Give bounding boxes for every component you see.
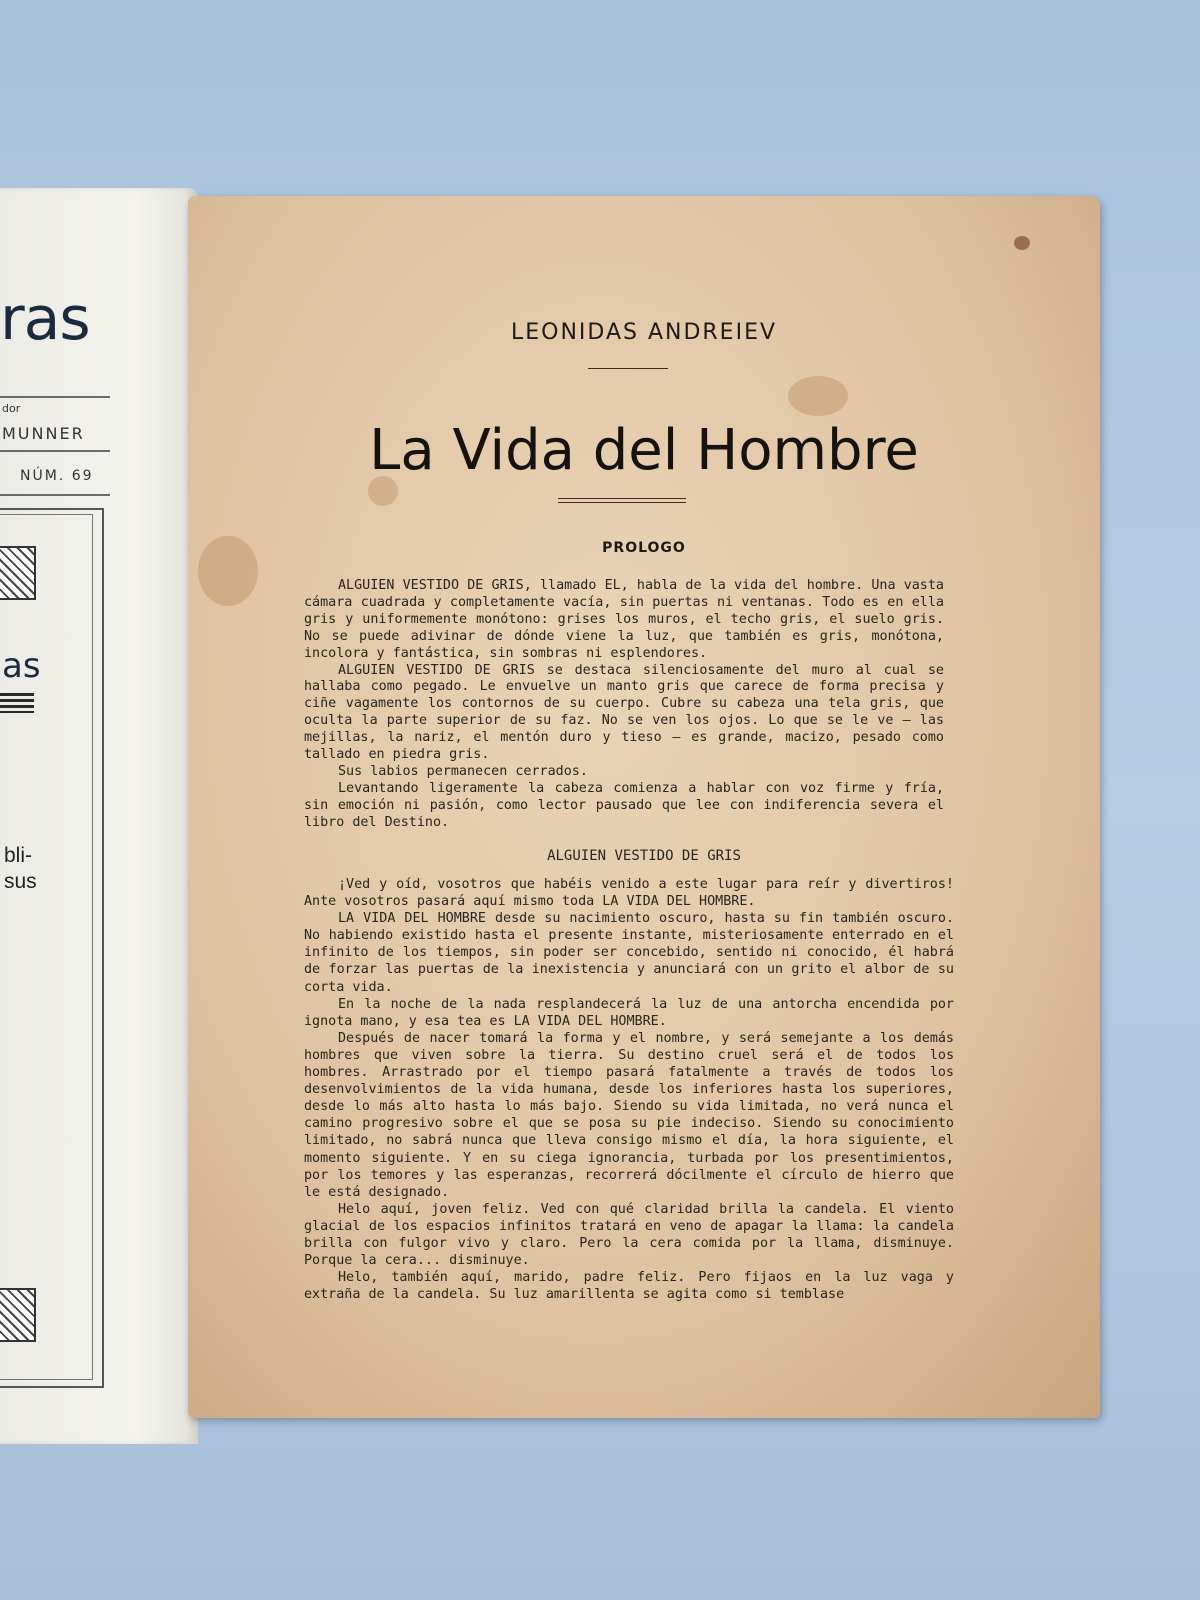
- cover-text-line: sus: [4, 870, 37, 893]
- cover-frame-inner: [0, 514, 93, 1380]
- stain: [788, 376, 848, 416]
- cover-text-line: bli-: [4, 844, 33, 867]
- paragraph: ALGUIEN VESTIDO DE GRIS se destaca silenciosamente del muro al cual se hallaba como pegado. Le envuelve un manto gris que carece de forma precisa y ciñe vagamente los contornos de su cuerpo. Cubre su cabeza una tela gris, que oculta la parte superior de su faz. No se ven los ojos. Lo que se le ve — las mejillas, la nariz, el mentón duro y tieso — es grande, macizo, pesado como tallado en piedra gris.: [304, 662, 944, 763]
- paragraph: Helo aquí, joven feliz. Ved con qué claridad brilla la candela. El viento glacial de los espacios infinitos tratará en veno de apagar la llama: la candela brilla con fulgor vivo y claro. Pero la cera comida por la llama, disminuye. Porque la cera... disminuye.: [304, 1201, 954, 1269]
- intro-text: [304, 578, 944, 832]
- cover-title-fragment: ras: [0, 284, 90, 354]
- divider: [558, 498, 686, 499]
- section-heading: PROLOGO: [602, 540, 686, 556]
- divider: [588, 368, 668, 369]
- paragraph: Después de nacer tomará la forma y el nombre, y será semejante a los demás hombres que viven sobre la tierra. Su destino cruel será el de todos los hombres. Arrastrado por el tiempo pasará fatalmente a través de todos los desenvolvimientos de la vida humana, desde los inferiores hasta los superiores, desde lo más alto hasta lo más bajo. Siendo su vida limitada, no verá nunca el camino progresivo sobre el que se posa su pie indeciso. Siendo su conocimiento limitado, no sabrá nunca que lleva consigo mismo el día, la hora siguiente, el momento siguiente. Y en su ciega ignorancia, turbada por los presentimientos, por los temores y las esperanzas, recorrerá dócilmente el círculo de hierro que le está designado.: [304, 1030, 954, 1200]
- cover-line1: dor: [2, 402, 21, 415]
- cover-issue-number: NÚM. 69: [20, 468, 94, 484]
- ornament-icon: [0, 1288, 36, 1342]
- paragraph: Sus labios permanecen cerrados.: [338, 763, 588, 779]
- decorative-bars: [0, 693, 34, 713]
- paragraph: Levantando ligeramente la cabeza comienza a hablar con voz firme y fría, sin emoción ni pasión, como lector pausado que lee con indiferencia severa el libro del Destino.: [304, 780, 944, 830]
- cover-line2: MUNNER: [2, 424, 85, 443]
- ornament-icon: [0, 546, 36, 600]
- cover-rule: [0, 494, 110, 496]
- speaker-heading: ALGUIEN VESTIDO DE GRIS: [547, 848, 741, 864]
- paragraph: ¡Ved y oíd, vosotros que habéis venido a este lugar para reír y divertiros! Ante vosotros pasará aquí mismo toda LA VIDA DEL HOMBRE.: [304, 877, 954, 910]
- book-page: [188, 196, 1100, 1418]
- paragraph: Helo, también aquí, marido, padre feliz. Pero fijaos en la luz vaga y extraña de la candela. Su luz amarillenta se agita como si temblase: [304, 1270, 954, 1303]
- paragraph: ALGUIEN VESTIDO DE GRIS, llamado EL, habla de la vida del hombre. Una vasta cámara cuadrada y completamente vacía, sin puertas ni ventanas. Todo es en ella gris y uniformemente monótono: grises los muros, el techo gris, el suelo gris. No se puede adivinar de dónde viene la luz, que también es gris, monótona, incolora y fantástica, sin sombras ni esplendores.: [304, 578, 944, 661]
- cover-page: [0, 188, 198, 1444]
- stain: [1014, 236, 1030, 250]
- speech-text: [304, 876, 954, 1303]
- paragraph: En la noche de la nada resplandecerá la luz de una antorcha encendida por ignota mano, y esa tea es LA VIDA DEL HOMBRE.: [304, 996, 954, 1029]
- cover-rule: [0, 450, 110, 452]
- cover-rule: [0, 396, 110, 398]
- paragraph: LA VIDA DEL HOMBRE desde su nacimiento oscuro, hasta su fin también oscuro. No habiendo existido hasta el presente instante, misteriosamente enterrado en el infinito de los tiempos, sin poder ser concebido, sentido ni conocido, él habrá de forzar las puertas de la inexistencia y anunciará con un grito el albor de su corta vida.: [304, 911, 954, 995]
- cover-mid-fragment: as: [2, 646, 41, 686]
- divider: [558, 502, 686, 503]
- book-title: La Vida del Hombre: [369, 418, 919, 483]
- author-name: LEONIDAS ANDREIEV: [510, 320, 778, 345]
